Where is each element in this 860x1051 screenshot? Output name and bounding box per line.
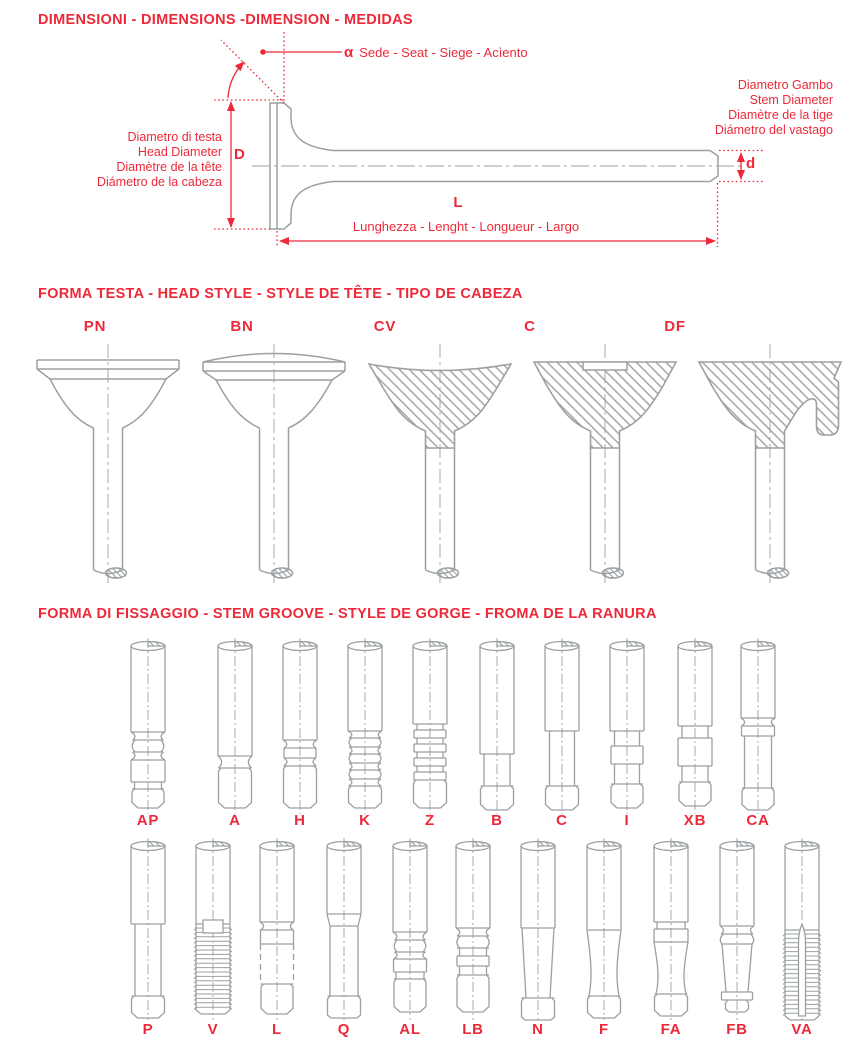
stem-groove-drawing-C bbox=[538, 636, 586, 816]
head-style-drawing-C bbox=[520, 340, 690, 590]
stem-groove-label-V: V bbox=[207, 1021, 219, 1038]
stem-diameter-line-fr: Diamètre de la tige bbox=[728, 108, 833, 122]
seat-angle-arc bbox=[228, 62, 244, 98]
head-style-label-DF: DF bbox=[664, 318, 686, 335]
stem-groove-label-Z: Z bbox=[425, 812, 435, 829]
stem-groove-drawing-Q bbox=[320, 836, 368, 1022]
stem-groove-label-LB: LB bbox=[462, 1021, 484, 1038]
head-style-label-C: C bbox=[524, 318, 536, 335]
stem-groove-label-C: C bbox=[556, 812, 568, 829]
head-diameter-line-fr: Diamètre de la tête bbox=[116, 160, 222, 174]
dimensions-title: DIMENSIONI - DIMENSIONS -DIMENSION - MEDIDAS bbox=[38, 12, 413, 28]
stem-groove-label-K: K bbox=[359, 812, 371, 829]
dimension-lines bbox=[214, 32, 764, 247]
stem-groove-drawing-CA bbox=[734, 636, 782, 816]
stem-groove-drawing-Z bbox=[406, 636, 454, 816]
stem-groove-drawing-AL bbox=[386, 836, 434, 1022]
head-style-label-CV: CV bbox=[373, 318, 397, 335]
stem-groove-label-I: I bbox=[624, 812, 630, 829]
stem-groove-drawing-V bbox=[189, 836, 237, 1022]
head-style-label-BN: BN bbox=[230, 318, 254, 335]
head-style-drawing-DF bbox=[685, 340, 855, 590]
stem-groove-label-B: B bbox=[491, 812, 503, 829]
head-diameter-line-en: Head Diameter bbox=[137, 145, 222, 159]
stem-groove-drawing-H bbox=[276, 636, 324, 816]
stem-groove-title: FORMA DI FISSAGGIO - STEM GROOVE - STYLE DE GORGE - FROMA DE LA RANURA bbox=[38, 606, 657, 622]
head-diameter-line-es: Diámetro de la cabeza bbox=[96, 175, 222, 189]
alpha-symbol: α bbox=[344, 44, 354, 61]
stem-groove-drawing-XB bbox=[671, 636, 719, 816]
stem-groove-drawing-FB bbox=[713, 836, 761, 1022]
stem-groove-drawing-K bbox=[341, 636, 389, 816]
stem-groove-label-L: L bbox=[272, 1021, 282, 1038]
seat-label-row bbox=[344, 44, 528, 61]
stem-groove-drawing-B bbox=[473, 636, 521, 816]
stem-groove-label-FB: FB bbox=[726, 1021, 748, 1038]
stem-diameter-line-it: Diametro Gambo bbox=[737, 78, 833, 92]
stem-groove-label-P: P bbox=[142, 1021, 154, 1038]
seat-point-dot bbox=[260, 49, 266, 55]
stem-groove-drawing-I bbox=[603, 636, 651, 816]
stem-groove-label-CA: CA bbox=[746, 812, 770, 829]
stem-groove-drawing-N bbox=[514, 836, 562, 1022]
length-label: Lunghezza - Lenght - Longueur - Largo bbox=[352, 219, 580, 234]
head-style-label-PN: PN bbox=[83, 318, 107, 335]
stem-groove-drawing-P bbox=[124, 836, 172, 1022]
stem-groove-drawing-L bbox=[253, 836, 301, 1022]
stem-diameter-line-en: Stem Diameter bbox=[749, 93, 833, 107]
stem-groove-label-AP: AP bbox=[136, 812, 160, 829]
head-style-drawing-BN bbox=[189, 340, 359, 590]
stem-diameter-symbol: d bbox=[746, 155, 756, 172]
stem-groove-label-AL: AL bbox=[399, 1021, 421, 1038]
head-diameter-line-it: Diametro di testa bbox=[127, 130, 222, 144]
head-diameter-symbol: D bbox=[234, 146, 245, 163]
length-symbol: L bbox=[453, 194, 463, 211]
head-diameter-labels bbox=[22, 130, 222, 190]
stem-groove-label-Q: Q bbox=[337, 1021, 351, 1038]
stem-groove-drawing-AP bbox=[124, 636, 172, 816]
stem-groove-label-VA: VA bbox=[791, 1021, 813, 1038]
seat-label: Sede - Seat - Siege - Acìento bbox=[359, 45, 528, 60]
head-style-drawing-PN bbox=[23, 340, 193, 590]
stem-groove-label-FA: FA bbox=[660, 1021, 682, 1038]
stem-groove-drawing-F bbox=[580, 836, 628, 1022]
head-style-title: FORMA TESTA - HEAD STYLE - STYLE DE TÊTE - TIPO DE CABEZA bbox=[38, 286, 523, 302]
stem-groove-drawing-VA bbox=[778, 836, 826, 1022]
stem-diameter-labels bbox=[623, 78, 833, 138]
head-style-drawing-CV bbox=[355, 340, 525, 590]
stem-groove-label-XB: XB bbox=[683, 812, 707, 829]
stem-groove-label-F: F bbox=[599, 1021, 609, 1038]
stem-groove-label-A: A bbox=[229, 812, 241, 829]
stem-groove-drawing-FA bbox=[647, 836, 695, 1022]
stem-groove-drawing-A bbox=[211, 636, 259, 816]
stem-diameter-line-es: Diámetro del vastago bbox=[714, 123, 833, 137]
stem-groove-label-H: H bbox=[294, 812, 306, 829]
stem-groove-drawing-LB bbox=[449, 836, 497, 1022]
stem-groove-label-N: N bbox=[532, 1021, 544, 1038]
